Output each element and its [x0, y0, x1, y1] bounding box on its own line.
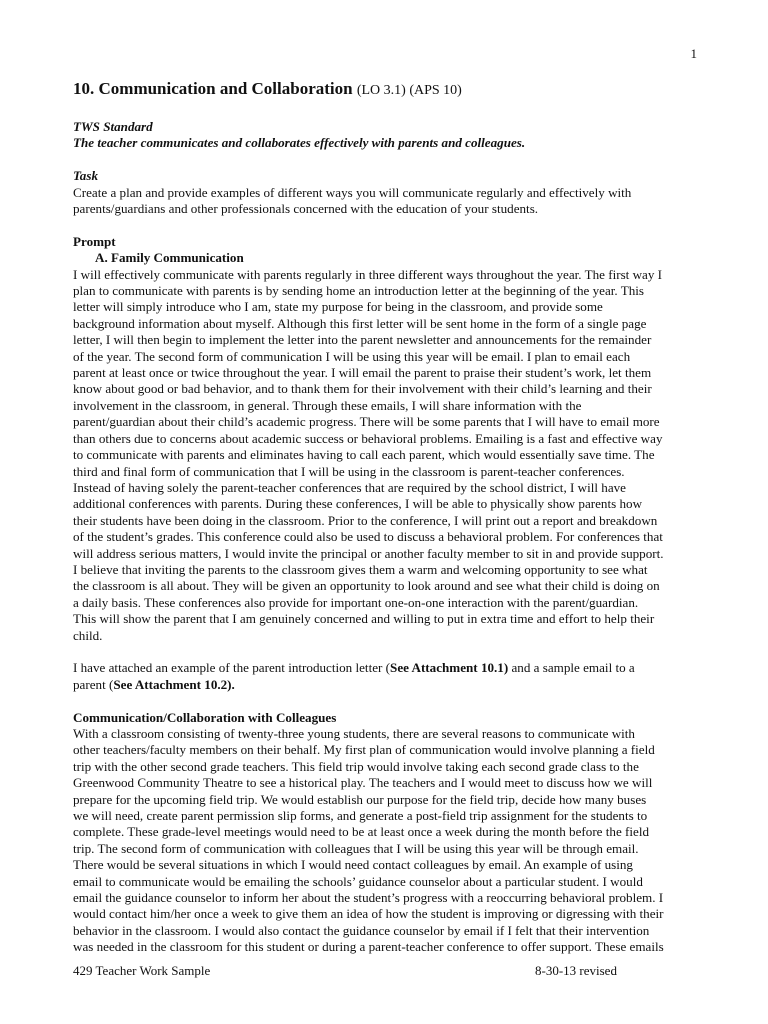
colleagues-block: [73, 710, 697, 956]
family-line: of the year. The second form of communication I will be using this year will be email. I plan to email each: [73, 348, 631, 364]
family-line: child.: [73, 627, 103, 643]
colleagues-line: behavior in the classroom. I would also contact the guidance counselor by email if I felt that their intervention: [73, 922, 650, 938]
family-line: will address serious matters, I would invite the principal or another faculty member to sit in and provide support.: [73, 545, 664, 561]
colleagues-line: Greenwood Community Theatre to see a historical play. The teachers and I would meet to discuss how we will: [73, 775, 653, 791]
family-line: to communicate with parents and eliminates having to call each parent, which would essentially save time. The: [73, 447, 655, 463]
family-line: parent at least once or twice throughout the year. I will email the parent to praise their student’s work, let them: [73, 365, 652, 381]
standard-block: [73, 119, 697, 152]
colleagues-line: we will need, create parent permission slip forms, and generate a post-field trip assignment for the students to: [73, 808, 648, 823]
family-line: letter will simply introduce who I am, state my purpose for being in the classroom, and provide some: [73, 299, 603, 315]
family-line: of the student’s grades. This conference could also be used to discuss a behavioral problem. For conferences that: [73, 529, 663, 545]
task-block: [73, 168, 697, 217]
family-line: the classroom is all about. They will be given an opportunity to look around and see what their child is doing on: [73, 578, 660, 594]
colleagues-line: email the guidance counselor to inform her about the student’s progress with a reoccurring behavioral problem. I: [73, 890, 664, 906]
standard-label: TWS Standard: [73, 119, 153, 134]
family-line: I believe that inviting the parents to the classroom gives them a warm and welcoming opportunity to see what: [73, 561, 648, 577]
attachment-paragraph: [73, 660, 697, 693]
family-line: This will show the parent that I am genuinely concerned and willing to put in extra time and effort to help their: [73, 611, 655, 627]
family-line: a daily basis. These conferences also provide for important one-on-one interaction with the parent/guardian.: [73, 594, 639, 610]
family-line: I will effectively communicate with parents regularly in three different ways throughout the year. The first way I: [73, 266, 663, 282]
standard-text: The teacher communicates and collaborates effectively with parents and colleagues.: [73, 135, 526, 151]
section-title-main: 10. Communication and Collaboration: [73, 79, 353, 98]
colleagues-line: would contact him/her once a week to give them an idea of how the student is improving or digressing with their: [73, 906, 664, 922]
family-line: involvement in the classroom, in general. Through these emails, I will share information with the: [73, 397, 582, 413]
prompt-label: Prompt: [73, 233, 116, 249]
family-communication-heading: A. Family Communication: [95, 250, 244, 266]
section-title-sub: (LO 3.1) (APS 10): [356, 83, 462, 98]
family-line: letter, I will then begin to implement the letter into the parent newsletter and announcements for the remainder: [73, 332, 652, 348]
colleagues-line: trip. The second form of communication with colleagues that I will be using this year will be through email.: [73, 840, 639, 856]
family-line: additional conferences with parents. During these conferences, I will be able to physically show parents how: [73, 496, 643, 512]
family-line: background information about myself. Although this first letter will be sent home in the form of a single page: [73, 315, 647, 331]
colleagues-line: email to communicate would be emailing the schools’ guidance counselor about a particular student. I would: [73, 873, 643, 889]
attachment-line-1: I have attached an example of the parent introduction letter (See Attachment 10.1) and a sample email to a: [73, 660, 635, 676]
family-line: parent/guardian about their child’s academic progress. There will be some parents that I will have to email more: [73, 414, 660, 430]
section-title: [73, 78, 697, 101]
family-line: third and final form of communication that I will be using in the classroom is parent-teacher conferences.: [73, 463, 625, 479]
family-communication-text: [73, 267, 697, 644]
colleagues-line: prepare for the upcoming field trip. We would establish our purpose for the field trip, decide how many buses: [73, 791, 647, 807]
task-text: [73, 185, 697, 218]
task-label: Task: [73, 168, 98, 184]
footer-left: 429 Teacher Work Sample: [73, 963, 211, 978]
attachment-ref-10-1: See Attachment 10.1): [390, 660, 509, 676]
prompt-block: [73, 234, 697, 644]
colleagues-line: With a classroom consisting of twenty-three young students, there are several reasons to communicate with: [73, 725, 635, 741]
colleagues-text: [73, 726, 697, 956]
colleagues-line: trip with the other second grade teachers. This field trip would involve taking each second grade class to the: [73, 758, 639, 774]
footer-right: 8-30-13 revised: [535, 963, 617, 978]
colleagues-line: complete. These grade-level meetings would need to be at least once a week during the month before the field: [73, 824, 650, 840]
task-line: parents/guardians and other professionals concerned with the education of your students.: [73, 201, 539, 217]
family-line: than others due to concerns about academic success or behavioral problems. Emailing is a fast and effective way: [73, 430, 663, 446]
page-number: 1: [690, 46, 697, 61]
family-line: know about good or bad behavior, and to thank them for their involvement with their child’s learning and their: [73, 381, 652, 397]
family-line: Instead of having solely the parent-teacher conferences that are required by the school district, I will have: [73, 479, 626, 495]
colleagues-line: There would be several situations in which I would need contact colleagues by email. An example of using: [73, 857, 633, 873]
colleagues-line: other teachers/faculty members on their behalf. My first plan of communication would involve planning a field: [73, 742, 655, 758]
attachment-line-2: parent (See Attachment 10.2).: [73, 676, 235, 692]
attachment-ref-10-2: See Attachment 10.2).: [113, 676, 235, 692]
colleagues-heading: Communication/Collaboration with Colleagues: [73, 709, 337, 725]
family-line: their students have been doing in the classroom. Prior to the conference, I will print out a report and breakdown: [73, 512, 658, 528]
task-line: Create a plan and provide examples of different ways you will communicate regularly and effectively with: [73, 184, 632, 200]
colleagues-line: was needed in the classroom for this student or during a parent-teacher conference to offer support. These emails: [73, 939, 664, 955]
document-body: [73, 78, 697, 956]
family-line: plan to communicate with parents is by sending home an introduction letter at the beginning of the year. This: [73, 283, 645, 299]
